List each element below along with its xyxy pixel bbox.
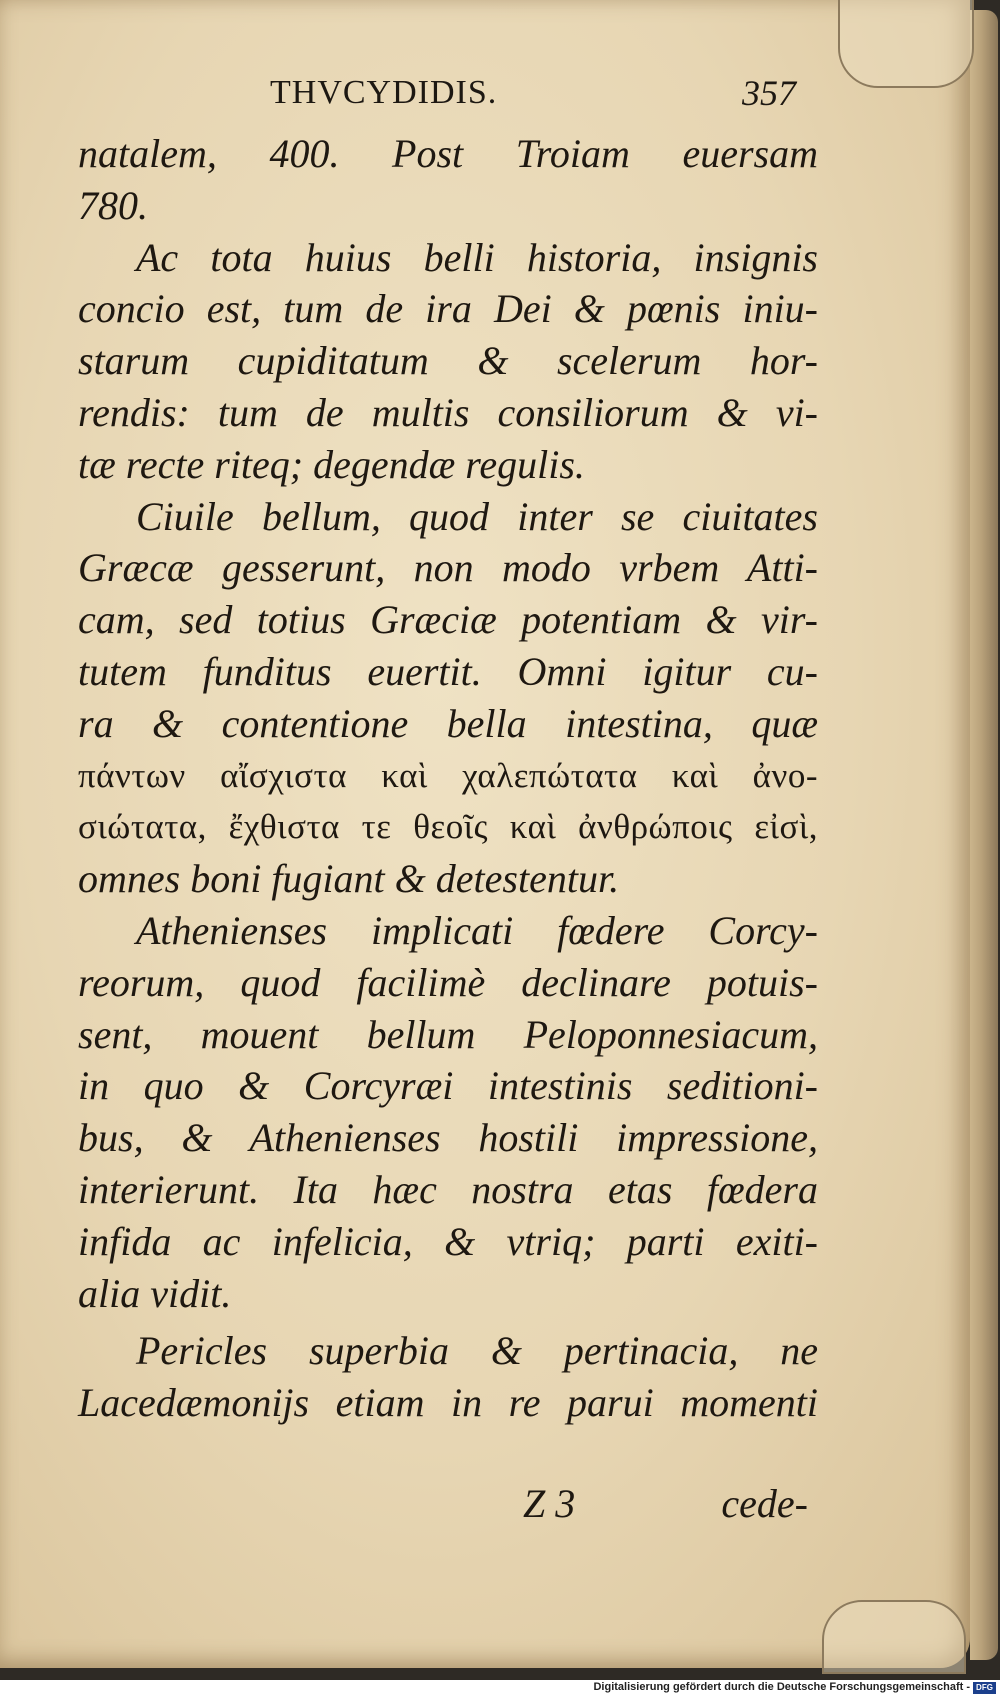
text-line: starum cupiditatum & scelerum hor- bbox=[78, 338, 818, 384]
text-line: ra & contentione bella intestina, quæ bbox=[78, 700, 818, 746]
signature-line bbox=[78, 1480, 818, 1532]
dfg-logo: DFG bbox=[973, 1682, 996, 1694]
body-text bbox=[78, 128, 818, 1429]
greek-text-line: σιώτατα, ἔχθιστα τε θεοῖς καὶ ἀνθρώποις εἰσὶ, bbox=[78, 807, 818, 847]
text-line: sent, mouent bellum Peloponnesiacum, bbox=[78, 1011, 818, 1057]
running-head: THVCYDIDIS. bbox=[270, 74, 498, 111]
text-line: concio est, tum de ira Dei & pœnis iniu- bbox=[78, 286, 818, 332]
greek-text-line: πάντων αἴσχιστα καὶ χαλεπώτατα καὶ ἀνο- bbox=[78, 755, 818, 795]
text-line: natalem, 400. Post Troiam euersam bbox=[78, 131, 818, 176]
text-line: interierunt. Ita hæc nostra etas fœdera bbox=[78, 1166, 818, 1212]
text-line: bus, & Athenienses hostili impressione, bbox=[78, 1115, 818, 1161]
page-number: 357 bbox=[742, 73, 796, 113]
text-line: 780. bbox=[78, 182, 148, 228]
text-line: infida ac infelicia, & vtriq; parti exiti- bbox=[78, 1218, 818, 1264]
signature-mark: Z 3 bbox=[523, 1481, 576, 1526]
text-line: Græcæ gesserunt, non modo vrbem Atti- bbox=[78, 545, 818, 591]
text-line: Pericles superbia & pertinacia, ne bbox=[136, 1328, 818, 1374]
digitization-footer bbox=[0, 1680, 1000, 1697]
text-line: tutem funditus euertit. Omni igitur cu- bbox=[78, 648, 818, 694]
catchword: cede- bbox=[721, 1481, 808, 1526]
corner-protector-bottom bbox=[822, 1600, 966, 1674]
text-line: reorum, quod facilimè declinare potuis- bbox=[78, 959, 818, 1005]
corner-protector-top bbox=[838, 0, 974, 88]
text-line: Ciuile bellum, quod inter se ciuitates bbox=[136, 493, 818, 539]
text-line: Athenienses implicati fœdere Corcy- bbox=[136, 907, 818, 953]
footer-credit: Digitalisierung gefördert durch die Deutsche Forschungsgemeinschaft - bbox=[593, 1681, 970, 1693]
text-line: rendis: tum de multis consiliorum & vi- bbox=[78, 389, 818, 435]
text-line: omnes boni fugiant & detestentur. bbox=[78, 856, 620, 902]
text-line: in quo & Corcyræi intestinis seditioni- bbox=[78, 1063, 818, 1109]
page-edge bbox=[970, 10, 998, 1660]
text-line: tæ recte riteq; degendæ regulis. bbox=[78, 441, 585, 487]
text-line: alia vidit. bbox=[78, 1270, 232, 1316]
text-line: cam, sed totius Græciæ potentiam & vir- bbox=[78, 597, 818, 643]
text-line: Lacedæmonijs etiam in re parui momenti bbox=[78, 1380, 818, 1426]
text-line: Ac tota huius belli historia, insignis bbox=[136, 234, 818, 280]
